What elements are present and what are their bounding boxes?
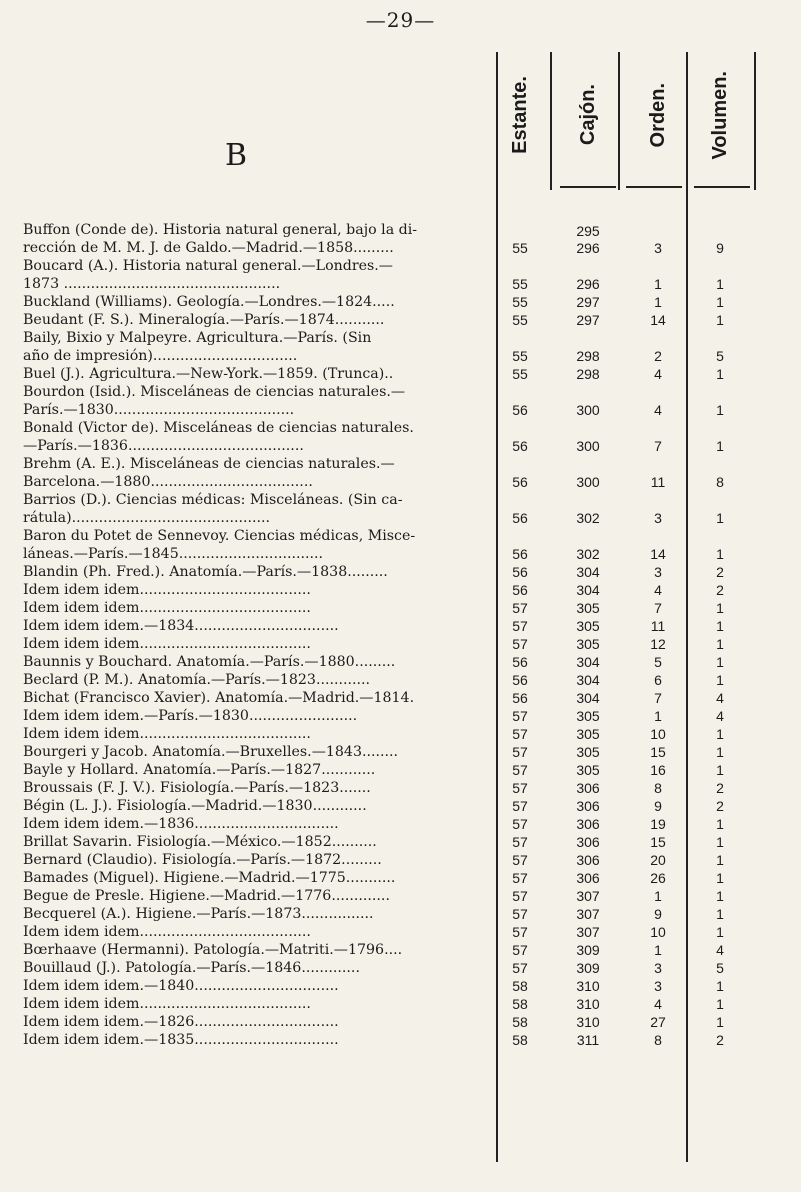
- entry-line: Brehm (A. E.). Misceláneas de ciencias naturales.—: [23, 456, 395, 472]
- orden-value: 1: [654, 276, 662, 292]
- entry-line: Bourdon (Isid.). Misceláneas de ciencias naturales.—: [23, 384, 406, 400]
- estante-value: 58: [512, 1014, 528, 1030]
- catalog-entry: [0, 1013, 801, 1031]
- cajon-value: 305: [576, 708, 600, 724]
- volumen-value: 1: [716, 366, 724, 382]
- entry-text: [23, 779, 495, 797]
- entry-text: [23, 743, 495, 761]
- entry-text: [23, 977, 495, 995]
- entry-text: [23, 491, 495, 527]
- estante-value: 56: [512, 438, 528, 454]
- orden-value: 4: [654, 996, 662, 1012]
- volumen-value: 1: [716, 510, 724, 526]
- estante-value: 57: [512, 942, 528, 958]
- volumen-value: 1: [716, 852, 724, 868]
- volumen-value: 4: [716, 690, 724, 706]
- cajon-value: 300: [576, 474, 600, 490]
- catalog-entry: [0, 419, 801, 455]
- orden-value: 15: [650, 834, 666, 850]
- catalog-entry: [0, 815, 801, 833]
- orden-value: 19: [650, 816, 666, 832]
- entry-text: [23, 293, 495, 311]
- catalog-entry: [0, 761, 801, 779]
- volumen-value: 2: [716, 1032, 724, 1048]
- volumen-value: 1: [716, 924, 724, 940]
- entry-line: Baron du Potet de Sennevoy. Ciencias médicas, Misce-: [23, 528, 416, 544]
- orden-value: 8: [654, 1032, 662, 1048]
- column-header-volumen: Volumen.: [708, 70, 731, 160]
- cajon-value: 305: [576, 744, 600, 760]
- catalog-entry: [0, 671, 801, 689]
- cajon-value: 310: [576, 1014, 600, 1030]
- estante-value: 57: [512, 744, 528, 760]
- estante-value: 57: [512, 780, 528, 796]
- volumen-value: 1: [716, 1014, 724, 1030]
- entry-text: [23, 221, 495, 257]
- estante-value: 58: [512, 978, 528, 994]
- orden-value: 4: [654, 582, 662, 598]
- volumen-value: 2: [716, 582, 724, 598]
- entry-line: Begue de Presle. Higiene.—Madrid.—1776.............: [23, 888, 390, 904]
- catalog-entry: [0, 1031, 801, 1049]
- entry-line: Bourgeri y Jacob. Anatomía.—Bruxelles.—1843........: [23, 744, 399, 760]
- cajon-value: 304: [576, 582, 600, 598]
- column-header-cajon: Cajón.: [576, 84, 599, 146]
- volumen-value: 4: [716, 708, 724, 724]
- orden-value: 14: [650, 312, 666, 328]
- entry-text: [23, 311, 495, 329]
- cajon-value: 296: [576, 276, 600, 292]
- estante-value: 56: [512, 510, 528, 526]
- column-divider: [550, 52, 552, 190]
- orden-value: 1: [654, 294, 662, 310]
- entry-line: Idem idem idem.—1836................................: [23, 816, 339, 832]
- entry-line: láneas.—París.—1845................................: [23, 546, 324, 562]
- entry-line: Idem idem idem.—1834................................: [23, 618, 339, 634]
- entry-line: Bernard (Claudio). Fisiología.—París.—1872.........: [23, 852, 382, 868]
- catalog-entry: [0, 455, 801, 491]
- estante-value: 57: [512, 834, 528, 850]
- volumen-value: 1: [716, 276, 724, 292]
- volumen-value: 1: [716, 312, 724, 328]
- entry-line: Blandin (Ph. Fred.). Anatomía.—París.—1838.........: [23, 564, 388, 580]
- entry-line: Idem idem idem.—París.—1830........................: [23, 708, 358, 724]
- cajon-value-part: 296: [576, 240, 600, 256]
- entry-text: [23, 689, 495, 707]
- catalog-entry: [0, 257, 801, 293]
- cajon-value: 300: [576, 402, 600, 418]
- catalog-entry: [0, 365, 801, 383]
- entry-line: Barcelona.—1880....................................: [23, 474, 313, 490]
- entry-text: [23, 563, 495, 581]
- orden-value: 26: [650, 870, 666, 886]
- estante-value: 55: [512, 366, 528, 382]
- cajon-value: 305: [576, 726, 600, 742]
- orden-value: 4: [654, 402, 662, 418]
- entry-line: Beclard (P. M.). Anatomía.—París.—1823............: [23, 672, 371, 688]
- volumen-value: 1: [716, 618, 724, 634]
- volumen-value: 1: [716, 888, 724, 904]
- orden-value: 3: [654, 960, 662, 976]
- column-divider: [754, 52, 756, 190]
- estante-value: 55: [512, 294, 528, 310]
- volumen-value: 1: [716, 672, 724, 688]
- estante-value: 57: [512, 888, 528, 904]
- cajon-value: 307: [576, 906, 600, 922]
- catalog-entry: [0, 779, 801, 797]
- orden-value: 16: [650, 762, 666, 778]
- estante-value: 57: [512, 636, 528, 652]
- orden-value: 11: [650, 618, 666, 634]
- catalog-entry: [0, 833, 801, 851]
- catalog-entries: [0, 221, 801, 1049]
- entry-line: Bayle y Hollard. Anatomía.—París.—1827............: [23, 762, 376, 778]
- orden-value: 3: [654, 564, 662, 580]
- estante-value: 57: [512, 600, 528, 616]
- cajon-value: 302: [576, 510, 600, 526]
- estante-value: 57: [512, 906, 528, 922]
- volumen-value: 2: [716, 564, 724, 580]
- entry-line: Buffon (Conde de). Historia natural general, bajo la di-: [23, 222, 418, 238]
- volumen-value: 5: [716, 960, 724, 976]
- orden-value: 7: [654, 438, 662, 454]
- catalog-entry: [0, 293, 801, 311]
- catalog-entry: [0, 617, 801, 635]
- catalog-entry: [0, 491, 801, 527]
- entry-line: Baunnis y Bouchard. Anatomía.—París.—1880.........: [23, 654, 396, 670]
- column-header-orden: Orden.: [646, 82, 669, 148]
- entry-text: [23, 959, 495, 977]
- catalog-entry: [0, 563, 801, 581]
- cajon-value: 297: [576, 312, 600, 328]
- entry-text: [23, 869, 495, 887]
- entry-line: Idem idem idem.—1835................................: [23, 1032, 339, 1048]
- cajon-value: 304: [576, 564, 600, 580]
- entry-text: [23, 761, 495, 779]
- catalog-entry: [0, 635, 801, 653]
- catalog-entry: [0, 599, 801, 617]
- catalog-entry: [0, 725, 801, 743]
- entry-text: [23, 653, 495, 671]
- orden-value: 1: [654, 942, 662, 958]
- volumen-value: 1: [716, 978, 724, 994]
- cajon-value: 305: [576, 618, 600, 634]
- catalog-entry: [0, 743, 801, 761]
- entry-line: Bégin (L. J.). Fisiología.—Madrid.—1830............: [23, 798, 367, 814]
- volumen-value: 1: [716, 654, 724, 670]
- estante-value: 57: [512, 726, 528, 742]
- cajon-value: 305: [576, 762, 600, 778]
- entry-line: Idem idem idem.—1840................................: [23, 978, 339, 994]
- volumen-value: 1: [716, 402, 724, 418]
- entry-text: [23, 671, 495, 689]
- catalog-entry: [0, 383, 801, 419]
- estante-value: 56: [512, 654, 528, 670]
- volumen-value: 1: [716, 906, 724, 922]
- estante-value: 56: [512, 672, 528, 688]
- volumen-value: 1: [716, 762, 724, 778]
- catalog-entry: [0, 329, 801, 365]
- orden-value: 4: [654, 366, 662, 382]
- catalog-entry: [0, 869, 801, 887]
- cajon-value: 310: [576, 996, 600, 1012]
- entry-text: [23, 455, 495, 491]
- entry-line: Idem idem idem......................................: [23, 996, 311, 1012]
- volumen-value: 1: [716, 816, 724, 832]
- entry-text: [23, 725, 495, 743]
- estante-value: 55: [512, 348, 528, 364]
- cajon-value: 306: [576, 852, 600, 868]
- orden-value: 7: [654, 690, 662, 706]
- volumen-value: 8: [716, 474, 724, 490]
- entry-line: rátula)............................................: [23, 510, 271, 526]
- entry-line: Bouillaud (J.). Patología.—París.—1846.............: [23, 960, 360, 976]
- entry-line: Baily, Bixio y Malpeyre. Agricultura.—París. (Sin: [23, 330, 372, 346]
- entry-text: [23, 851, 495, 869]
- cajon-value: 297: [576, 294, 600, 310]
- entry-line: Idem idem idem.—1826................................: [23, 1014, 339, 1030]
- estante-value: 56: [512, 474, 528, 490]
- entry-line: Idem idem idem......................................: [23, 636, 311, 652]
- entry-line: rección de M. M. J. de Galdo.—Madrid.—1858.........: [23, 240, 394, 256]
- entry-line: Beudant (F. S.). Mineralogía.—París.—1874...........: [23, 312, 385, 328]
- entry-text: [23, 635, 495, 653]
- column-divider: [618, 52, 620, 190]
- estante-value: 57: [512, 816, 528, 832]
- entry-text: [23, 419, 495, 455]
- entry-text: [23, 257, 495, 293]
- cajon-value: 309: [576, 942, 600, 958]
- cajon-value: 298: [576, 366, 600, 382]
- cajon-value: 304: [576, 672, 600, 688]
- orden-value: 10: [650, 726, 666, 742]
- cajon-value: 304: [576, 690, 600, 706]
- volumen-value: 1: [716, 600, 724, 616]
- estante-value: 55: [512, 276, 528, 292]
- cajon-value: 307: [576, 888, 600, 904]
- entry-line: Bamades (Miguel). Higiene.—Madrid.—1775...........: [23, 870, 396, 886]
- orden-value: 3: [654, 240, 662, 256]
- entry-text: [23, 1031, 495, 1049]
- estante-value: 56: [512, 402, 528, 418]
- entry-text: [23, 365, 495, 383]
- orden-value: 3: [654, 510, 662, 526]
- entry-text: [23, 581, 495, 599]
- catalog-entry: [0, 887, 801, 905]
- cajon-value: 309: [576, 960, 600, 976]
- entry-text: [23, 941, 495, 959]
- orden-value: 1: [654, 708, 662, 724]
- estante-value: 56: [512, 564, 528, 580]
- cajon-value: 307: [576, 924, 600, 940]
- estante-value: 55: [512, 240, 528, 256]
- catalog-entry: [0, 923, 801, 941]
- cajon-value: 305: [576, 636, 600, 652]
- orden-value: 1: [654, 888, 662, 904]
- catalog-entry: [0, 959, 801, 977]
- volumen-value: 1: [716, 834, 724, 850]
- volumen-value: 1: [716, 996, 724, 1012]
- entry-line: Broussais (F. J. V.). Fisiología.—París.—1823.......: [23, 780, 371, 796]
- entry-line: Becquerel (A.). Higiene.—París.—1873................: [23, 906, 374, 922]
- orden-value: 14: [650, 546, 666, 562]
- header-underline: [560, 186, 616, 188]
- catalog-entry: [0, 995, 801, 1013]
- volumen-value: 1: [716, 726, 724, 742]
- estante-value: 55: [512, 312, 528, 328]
- volumen-value: 4: [716, 942, 724, 958]
- entry-line: —París.—1836.......................................: [23, 438, 304, 454]
- orden-value: 9: [654, 906, 662, 922]
- entry-line: Bœrhaave (Hermanni). Patología.—Matriti.—1796....: [23, 942, 403, 958]
- orden-value: 15: [650, 744, 666, 760]
- volumen-value: 1: [716, 744, 724, 760]
- catalog-entry: [0, 797, 801, 815]
- entry-text: [23, 905, 495, 923]
- cajon-value: 306: [576, 798, 600, 814]
- estante-value: 58: [512, 1032, 528, 1048]
- entry-line: año de impresión)................................: [23, 348, 298, 364]
- orden-value: 11: [650, 474, 666, 490]
- cajon-value: 304: [576, 654, 600, 670]
- orden-value: 5: [654, 654, 662, 670]
- estante-value: 57: [512, 870, 528, 886]
- catalog-entry: [0, 221, 801, 257]
- entry-line: 1873 ................................................: [23, 276, 281, 292]
- catalog-entry: [0, 851, 801, 869]
- entry-text: [23, 887, 495, 905]
- entry-line: Buel (J.). Agricultura.—New-York.—1859. (Trunca)..: [23, 366, 394, 382]
- catalog-entry: [0, 311, 801, 329]
- entry-line: París.—1830........................................: [23, 402, 295, 418]
- entry-text: [23, 617, 495, 635]
- estante-value: 56: [512, 546, 528, 562]
- volumen-value: 2: [716, 780, 724, 796]
- estante-value: 57: [512, 798, 528, 814]
- entry-line: Brillat Savarin. Fisiología.—México.—1852..........: [23, 834, 377, 850]
- orden-value: 8: [654, 780, 662, 796]
- estante-value: 58: [512, 996, 528, 1012]
- estante-value: 57: [512, 852, 528, 868]
- entry-text: [23, 599, 495, 617]
- entry-text: [23, 995, 495, 1013]
- entry-text: [23, 797, 495, 815]
- entry-line: Bonald (Victor de). Misceláneas de ciencias naturales.: [23, 420, 414, 436]
- catalog-entry: [0, 581, 801, 599]
- estante-value: 57: [512, 762, 528, 778]
- estante-value: 57: [512, 960, 528, 976]
- cajon-value: 300: [576, 438, 600, 454]
- cajon-value: 311: [576, 1032, 600, 1048]
- estante-value: 56: [512, 582, 528, 598]
- volumen-value: 2: [716, 798, 724, 814]
- section-letter: B: [225, 138, 248, 173]
- cajon-value: 305: [576, 600, 600, 616]
- entry-line: Idem idem idem......................................: [23, 924, 311, 940]
- entry-line: Idem idem idem......................................: [23, 600, 311, 616]
- entry-line: Idem idem idem......................................: [23, 582, 311, 598]
- entry-text: [23, 923, 495, 941]
- orden-value: 6: [654, 672, 662, 688]
- estante-value: 56: [512, 690, 528, 706]
- cajon-value: 310: [576, 978, 600, 994]
- entry-text: [23, 815, 495, 833]
- estante-value: 57: [512, 618, 528, 634]
- column-header-estante: Estante.: [508, 76, 531, 154]
- estante-value: 57: [512, 708, 528, 724]
- catalog-entry: [0, 527, 801, 563]
- cajon-value: 302: [576, 546, 600, 562]
- cajon-value: 306: [576, 816, 600, 832]
- cajon-value: 298: [576, 348, 600, 364]
- entry-text: [23, 329, 495, 365]
- catalog-entry: [0, 905, 801, 923]
- orden-value: 7: [654, 600, 662, 616]
- volumen-value: 1: [716, 636, 724, 652]
- volumen-value: 1: [716, 870, 724, 886]
- entry-line: Boucard (A.). Historia natural general.—Londres.—: [23, 258, 393, 274]
- volumen-value: 9: [716, 240, 724, 256]
- volumen-value: 1: [716, 438, 724, 454]
- entry-text: [23, 707, 495, 725]
- header-underline: [626, 186, 682, 188]
- entry-text: [23, 833, 495, 851]
- entry-text: [23, 527, 495, 563]
- orden-value: 27: [650, 1014, 666, 1030]
- catalog-entry: [0, 977, 801, 995]
- orden-value: 9: [654, 798, 662, 814]
- volumen-value: 1: [716, 294, 724, 310]
- volumen-value: 1: [716, 546, 724, 562]
- orden-value: 20: [650, 852, 666, 868]
- page-number: —29—: [365, 8, 436, 32]
- catalog-entry: [0, 653, 801, 671]
- catalog-entry: [0, 689, 801, 707]
- header-underline: [694, 186, 750, 188]
- orden-value: 3: [654, 978, 662, 994]
- entry-line: Buckland (Williams). Geología.—Londres.—1824.....: [23, 294, 395, 310]
- orden-value: 10: [650, 924, 666, 940]
- orden-value: 12: [650, 636, 666, 652]
- entry-line: Idem idem idem......................................: [23, 726, 311, 742]
- cajon-value: 306: [576, 870, 600, 886]
- cajon-value: [560, 223, 616, 257]
- entry-line: Barrios (D.). Ciencias médicas: Misceláneas. (Sin ca-: [23, 492, 403, 508]
- catalog-entry: [0, 941, 801, 959]
- entry-line: Bichat (Francisco Xavier). Anatomía.—Madrid.—1814.: [23, 690, 415, 706]
- cajon-value: 306: [576, 780, 600, 796]
- orden-value: 2: [654, 348, 662, 364]
- estante-value: 57: [512, 924, 528, 940]
- volumen-value: 5: [716, 348, 724, 364]
- cajon-value-part: 295: [576, 223, 600, 239]
- entry-text: [23, 1013, 495, 1031]
- cajon-value: 306: [576, 834, 600, 850]
- catalog-entry: [0, 707, 801, 725]
- entry-text: [23, 383, 495, 419]
